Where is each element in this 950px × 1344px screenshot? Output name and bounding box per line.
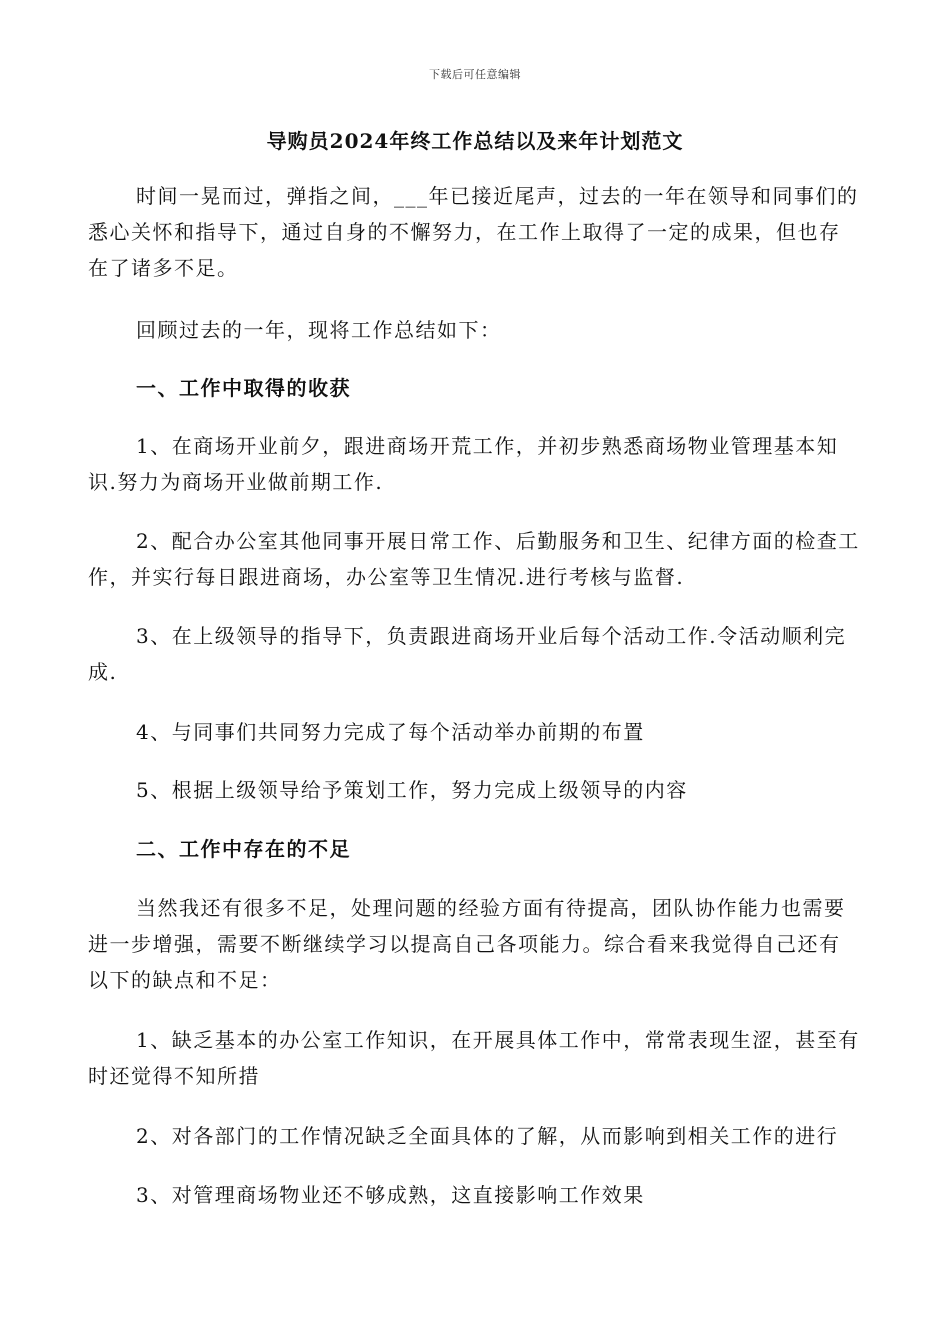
section2-item: 3、对管理商场物业还不够成熟，这直接影响工作效果: [136, 1183, 645, 1207]
section1-heading: 一、工作中取得的收获: [136, 376, 351, 400]
header-note: 下载后可任意编辑: [429, 68, 521, 81]
section1-item: 4、与同事们共同努力完成了每个活动举办前期的布置: [136, 720, 645, 744]
section1-item: 5、根据上级领导给予策划工作，努力完成上级领导的内容: [136, 778, 688, 802]
section2-heading: 二、工作中存在的不足: [136, 837, 351, 861]
section1-item: 1、在商场开业前夕，跟进商场开荒工作，并初步熟悉商场物业管理基本知识.努力为商场开业做前期工作.: [88, 434, 839, 494]
section2-item: 2、对各部门的工作情况缺乏全面具体的了解，从而影响到相关工作的进行: [136, 1124, 839, 1148]
document-title: 导购员2024年终工作总结以及来年计划范文: [266, 129, 684, 153]
section1-item: 3、在上级领导的指导下，负责跟进商场开业后每个活动工作.令活动顺利完成.: [88, 624, 847, 684]
intro-paragraph: 时间一晃而过，弹指之间，___年已接近尾声，过去的一年在领导和同事们的悉心关怀和指导下，通过自身的不懈努力，在工作上取得了一定的成果，但也存在了诸多不足。: [88, 184, 859, 280]
section2-item: 1、缺乏基本的办公室工作知识，在开展具体工作中，常常表现生涩，甚至有时还觉得不知所措: [88, 1028, 860, 1088]
section1-item: 2、配合办公室其他同事开展日常工作、后勤服务和卫生、纪律方面的检查工作，并实行每日跟进商场，办公室等卫生情况.进行考核与监督.: [88, 529, 860, 589]
section2-intro: 当然我还有很多不足，处理问题的经验方面有待提高，团队协作能力也需要进一步增强，需要不断继续学习以提高自己各项能力。综合看来我觉得自己还有以下的缺点和不足：: [88, 896, 846, 992]
review-paragraph: 回顾过去的一年，现将工作总结如下：: [136, 318, 502, 342]
